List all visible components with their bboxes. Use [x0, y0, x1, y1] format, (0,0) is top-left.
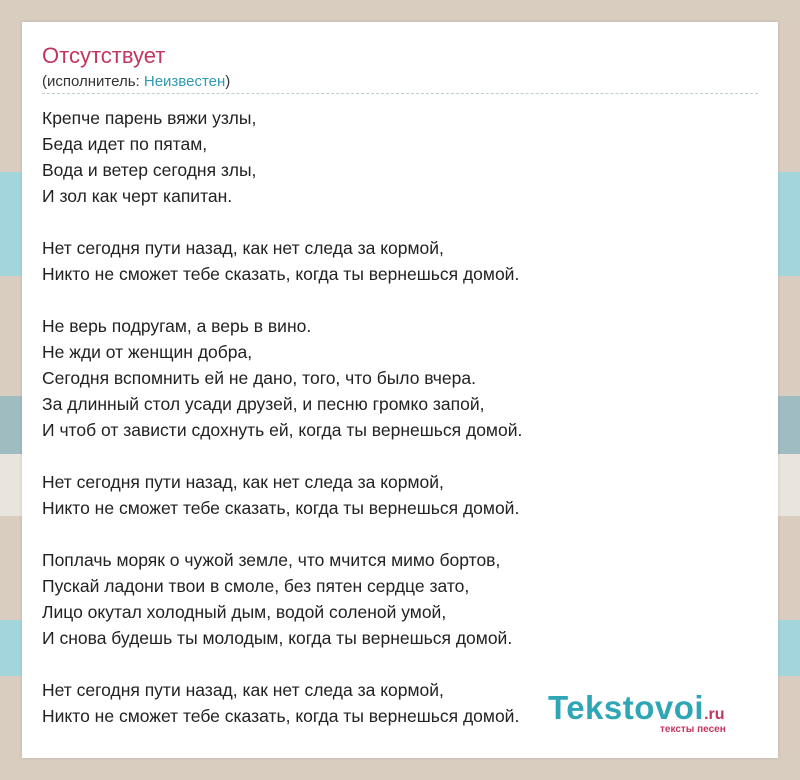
lyrics-line: Крепче парень вяжи узлы, [42, 108, 257, 128]
lyrics-line: Никто не сможет тебе сказать, когда ты вернешься домой. [42, 264, 520, 284]
lyrics-line: Вода и ветер сегодня злы, [42, 160, 257, 180]
lyrics-line: И чтоб от зависти сдохнуть ей, когда ты вернешься домой. [42, 420, 523, 440]
lyrics-stanza [42, 235, 758, 287]
lyrics-line: Нет сегодня пути назад, как нет следа за кормой, [42, 238, 444, 258]
artist-link[interactable]: Неизвестен [143, 73, 226, 90]
lyrics-line: И снова будешь ты молодым, когда ты вернешься домой. [42, 628, 513, 648]
lyrics-line: За длинный стол усади друзей, и песню громко запой, [42, 394, 485, 414]
lyrics-stanza [42, 469, 758, 521]
lyrics-line: И зол как черт капитан. [42, 186, 233, 206]
lyrics-line: Нет сегодня пути назад, как нет следа за кормой, [42, 472, 444, 492]
site-logo[interactable] [548, 689, 758, 735]
artist-prefix: (исполнитель: [42, 73, 144, 90]
song-title: Отсутствует [42, 43, 166, 68]
lyrics-line: Не верь подругам, а верь в вино. [42, 316, 312, 336]
artist-line [42, 73, 230, 91]
lyrics-line: Никто не сможет тебе сказать, когда ты вернешься домой. [42, 498, 520, 518]
lyrics-line: Поплачь моряк о чужой земле, что мчится мимо бортов, [42, 550, 501, 570]
logo-domain: .ru [704, 706, 725, 723]
lyrics-card [22, 22, 778, 758]
lyrics-line: Лицо окутал холодный дым, водой соленой умой, [42, 602, 447, 622]
lyrics-line: Пускай ладони твои в смоле, без пятен сердце зато, [42, 576, 470, 596]
lyrics-stanza [42, 547, 758, 651]
lyrics-line: Беда идет по пятам, [42, 134, 208, 154]
artist-suffix: ) [225, 73, 231, 90]
lyrics-line: Сегодня вспомнить ей не дано, того, что было вчера. [42, 368, 476, 388]
lyrics-line: Не жди от женщин добра, [42, 342, 253, 362]
lyrics-line: Нет сегодня пути назад, как нет следа за кормой, [42, 680, 444, 700]
title-divider [42, 93, 758, 94]
logo-tagline: тексты песен [660, 724, 726, 735]
lyrics-stanza [42, 105, 758, 209]
lyrics-body [42, 105, 758, 755]
lyrics-line: Никто не сможет тебе сказать, когда ты вернешься домой. [42, 706, 520, 726]
logo-name: Tekstovoi [548, 689, 705, 726]
lyrics-stanza [42, 313, 758, 443]
